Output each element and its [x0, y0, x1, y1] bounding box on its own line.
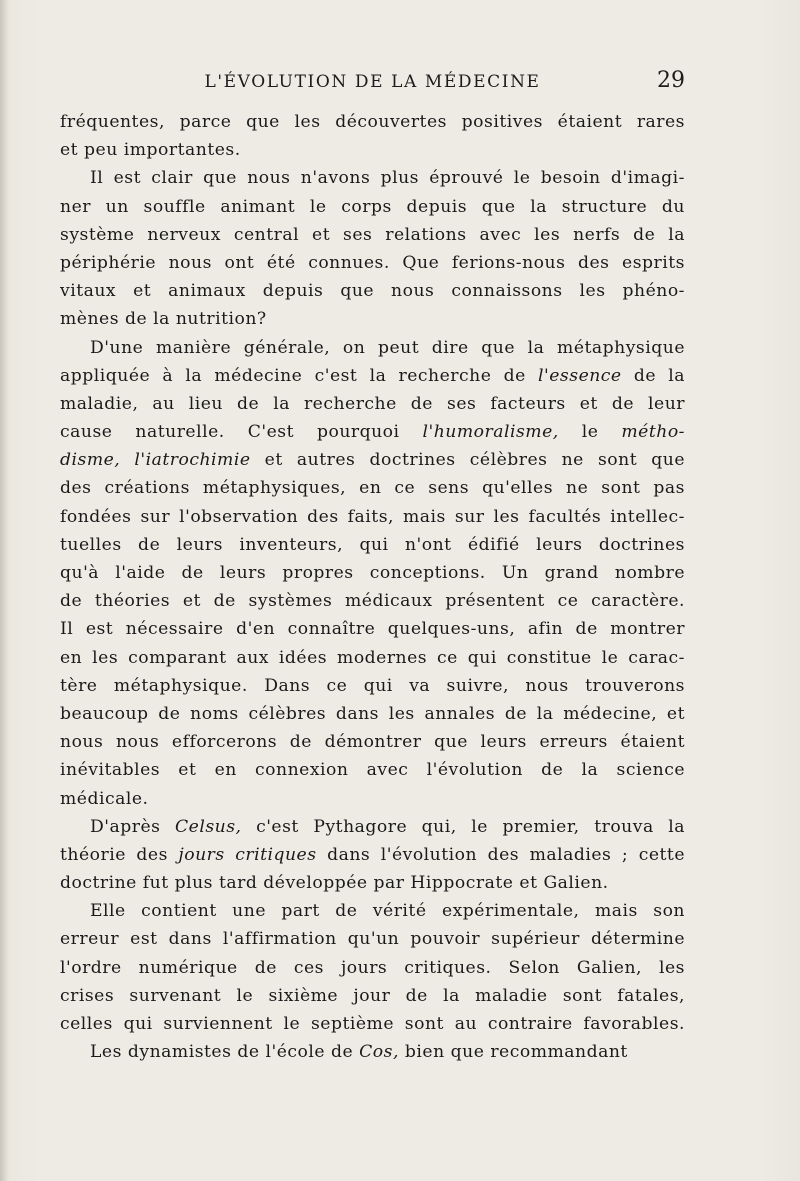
- text-line: [60, 1010, 685, 1038]
- text-line: [60, 221, 685, 249]
- italic-text: disme,: [60, 450, 121, 471]
- text-segment: cause naturelle. C'est pourquoi: [60, 422, 423, 443]
- running-title: L'ÉVOLUTION DE LA MÉDECINE: [204, 72, 541, 92]
- text-segment: système nerveux central et ses relations avec les nerfs de la: [60, 224, 685, 245]
- text-segment: le: [558, 422, 622, 443]
- text-segment: et autres doctrines célèbres ne sont que: [250, 450, 686, 471]
- text-line: [60, 164, 685, 192]
- text-segment: périphérie nous ont été connues. Que ferions-nous des esprits: [60, 252, 685, 273]
- text-segment: celles qui surviennent le septième sont au contraire favorables.: [60, 1014, 685, 1034]
- text-segment: de la: [621, 365, 685, 386]
- text-segment: appliquée à la médecine c'est la recherche de: [60, 365, 539, 386]
- italic-text: l'humoralisme,: [422, 422, 559, 443]
- text-segment: en les comparant aux idées modernes ce qui constitue le carac-: [60, 647, 685, 668]
- text-line: [60, 869, 685, 897]
- italic-text: jours critiques: [178, 844, 317, 865]
- text-segment: tère métaphysique. Dans ce qui va suivre, nous trouverons: [60, 675, 685, 696]
- page-header: [60, 66, 685, 98]
- text-segment: Il est nécessaire d'en connaître quelques-uns, afin de montrer: [60, 619, 685, 640]
- text-line: [60, 362, 685, 390]
- text-line: [60, 503, 685, 531]
- page-number: 29: [657, 68, 685, 93]
- text-segment: vitaux et animaux depuis que nous connaissons les phéno-: [60, 281, 685, 302]
- text-line: [60, 390, 685, 418]
- text-segment: bien que recommandant: [398, 1042, 628, 1063]
- text-segment: Il est clair que nous n'avons plus éprouvé le besoin d'imagi-: [90, 168, 685, 189]
- body-text: [60, 108, 685, 1066]
- text-segment: de théories et de systèmes médicaux présentent ce caractère.: [60, 591, 685, 612]
- text-segment: mènes de la nutrition?: [60, 309, 267, 330]
- text-segment: et peu importantes.: [60, 140, 241, 161]
- text-line: [60, 897, 685, 925]
- text-segment: qu'à l'aide de leurs propres conceptions. Un grand nombre: [60, 563, 685, 583]
- text-line: [60, 672, 685, 700]
- text-segment: tuelles de leurs inventeurs, qui n'ont édifié leurs doctrines: [60, 534, 685, 555]
- text-line: [60, 249, 685, 277]
- text-segment: nous nous efforcerons de démontrer que leurs erreurs étaient: [60, 732, 685, 753]
- text-line: [60, 785, 685, 813]
- text-segment: Elle contient une part de vérité expérimentale, mais son: [90, 901, 685, 922]
- text-segment: c'est Pythagore qui, le premier, trouva la: [241, 816, 685, 837]
- text-line: [60, 193, 685, 221]
- text-line: [60, 925, 685, 953]
- text-segment: ner un souffle animant le corps depuis que la structure du: [60, 196, 685, 217]
- text-line: [60, 728, 685, 756]
- text-line: [60, 644, 685, 672]
- text-segment: maladie, au lieu de la recherche de ses facteurs et de leur: [60, 393, 685, 414]
- text-segment: [120, 450, 134, 470]
- italic-text: Cos,: [359, 1042, 399, 1063]
- text-segment: crises survenant le sixième jour de la maladie sont fatales,: [60, 985, 685, 1006]
- text-line: [60, 841, 685, 869]
- text-segment: doctrine fut plus tard développée par Hippocrate et Galien.: [60, 873, 609, 894]
- text-line: [60, 1038, 685, 1066]
- text-line: [60, 136, 685, 164]
- text-line: [60, 615, 685, 643]
- text-segment: l'ordre numérique de ces jours critiques. Selon Galien, les: [60, 957, 685, 978]
- text-segment: D'après: [90, 816, 176, 837]
- page-gutter-shadow: [0, 0, 8, 1181]
- text-segment: dans l'évolution des maladies ; cette: [316, 844, 685, 865]
- text-line: [60, 305, 685, 333]
- italic-text: l'iatrochimie: [134, 450, 251, 471]
- text-segment: des créations métaphysiques, en ce sens qu'elles ne sont pas: [60, 478, 685, 499]
- text-line: [60, 982, 685, 1010]
- text-line: [60, 531, 685, 559]
- text-line: [60, 418, 685, 446]
- text-segment: fréquentes, parce que les découvertes positives étaient rares: [60, 112, 685, 132]
- text-line: [60, 559, 685, 587]
- text-segment: inévitables et en connexion avec l'évolution de la science: [60, 760, 685, 781]
- text-line: [60, 446, 685, 474]
- italic-text: Celsus,: [175, 816, 242, 837]
- text-line: [60, 277, 685, 305]
- text-line: [60, 334, 685, 362]
- text-line: [60, 108, 685, 136]
- text-segment: fondées sur l'observation des faits, mais sur les facultés intellec-: [60, 506, 685, 527]
- text-line: [60, 587, 685, 615]
- italic-text: l'essence: [538, 365, 622, 386]
- text-line: [60, 474, 685, 502]
- text-segment: théorie des: [60, 844, 179, 865]
- text-segment: D'une manière générale, on peut dire que la métaphysique: [90, 337, 685, 358]
- italic-text: métho-: [621, 422, 685, 443]
- text-line: [60, 954, 685, 982]
- text-line: [60, 756, 685, 784]
- text-line: [60, 700, 685, 728]
- text-segment: erreur est dans l'affirmation qu'un pouvoir supérieur détermine: [60, 929, 685, 950]
- text-line: [60, 813, 685, 841]
- text-segment: Les dynamistes de l'école de: [90, 1042, 360, 1063]
- text-segment: beaucoup de noms célèbres dans les annales de la médecine, et: [60, 703, 685, 724]
- text-segment: médicale.: [60, 788, 149, 809]
